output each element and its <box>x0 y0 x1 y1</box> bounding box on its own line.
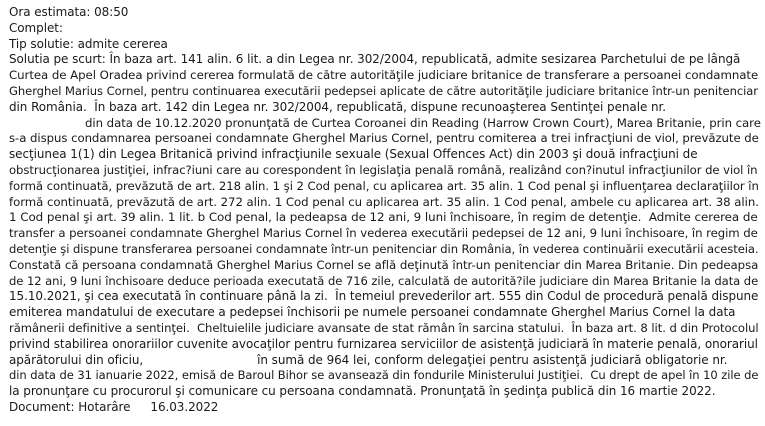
solution-line: Constată că persoana condamnată Gherghel Marius Cornel se află deţinută într-un penitenciar din Marea Britanie. Din pedeapsa <box>9 257 759 272</box>
document-date: 16.03.2022 <box>150 399 219 414</box>
solution-type: Tip solutie: admite cererea <box>9 36 168 51</box>
solution-line: la pronunţare cu procurorul şi comunicare cu persoana condamnată. Pronunţată în şedinţa publică din 16 martie 2022. <box>9 384 716 399</box>
solution-line: privind stabilirea onorariilor cuvenite avocaţilor pentru furnizarea serviciilor de asistenţă judiciară în materie penală, onorariul <box>9 336 758 351</box>
solution-line-indented <box>9 116 761 132</box>
solution-line: 15.10.2021, şi cea executată în continuare până la zi. În temeiul prevederilor art. 555 din Codul de procedură penală dispune <box>9 289 759 304</box>
document-label: Document: Hotarâre <box>9 399 131 414</box>
solution-line: rămânerii definitive a sentinţei. Cheltuielile judiciare avansate de stat rămân în sarcina statului. În baza art. 8 lit. d din Protocolul <box>9 320 759 335</box>
solution-line: obstrucţionarea justiţiei, infrac?iuni care au corespondent în legislaţia penală română, realizând con?inutul infracţiunilor de viol în <box>9 162 758 177</box>
solution-line-text: din data de 10.12.2020 pronunţată de Curtea Coroanei din Reading (Harrow Crown Court), Marea Britanie, prin care <box>85 115 761 130</box>
solution-line: 1 Cod penal şi art. 39 alin. 1 lit. b Cod penal, la pedeapsa de 12 ani, 9 luni închisoare, în regim de detenţie. Admite cererea de <box>9 210 758 225</box>
document-type-line <box>9 400 761 416</box>
solution-line: formă continuată, prevăzută de art. 272 alin. 1 Cod penal cu aplicarea art. 35 alin. 1 Cod penal, ambele cu aplicarea art. 38 alin. <box>9 194 759 209</box>
solution-line: Solutia pe scurt: În baza art. 141 alin. 6 lit. a din Legea nr. 302/2004, republicată, admite sesizarea Parchetului de pe lângă <box>9 52 741 67</box>
solution-line: s-a dispus condamnarea persoanei condamnate Gherghel Marius Cornel, pentru comiterea a trei infracţiuni de viol, prevăzute de <box>9 131 759 146</box>
solution-line: de 12 ani, 9 luni închisoare deduce perioada executată de 716 zile, calculată de autorită?ile judiciare din Marea Britanie la data de <box>9 273 759 288</box>
solution-line-text: apărătorului din oficiu, <box>9 352 144 367</box>
court-decision-text <box>9 5 761 416</box>
solution-line: emiterea mandatului de executare a pedepsei închisorii pe numele persoanei condamnate Gherghel Marius Cornel la data <box>9 305 736 320</box>
solution-line: formă continuată, prevăzută de art. 218 alin. 1 şi 2 Cod penal, cu aplicarea art. 35 alin. 1 Cod penal şi influenţarea declaraţiilor în <box>9 178 759 193</box>
solution-line: detenţie şi dispune transferarea persoanei condamnate într-un penitenciar din România, în vederea continuării executării acesteia. <box>9 241 759 256</box>
solution-line: din România. În baza art. 142 din Legea nr. 302/2004, republicată, dispune recunoaşterea Sentinţei penale nr. <box>9 99 667 114</box>
solution-line: Gherghel Marius Cornel, pentru continuarea executării pedepsei aplicate de către autorităţile judiciare britanice într-un penitenciar <box>9 83 758 98</box>
solution-line: transfer a persoanei condamnate Gherghel Marius Cornel în vederea executării pedepsei de 12 ani, 9 luni închisoare, în regim de <box>9 226 758 241</box>
estimated-time: Ora estimata: 08:50 <box>9 5 129 19</box>
solution-line-text: în sumă de 964 lei, conform delegaţiei pentru asistenţă judiciară obligatorie nr. <box>257 352 728 367</box>
panel: Complet: <box>9 20 63 35</box>
solution-line: secţiunea 1(1) din Legea Britanică privind infracţiunile sexuale (Sexual Offences Act) din 2003 şi două infracţiuni de <box>9 147 698 162</box>
solution-line: Curtea de Apel Oradea privind cererea formulată de către autorităţile judiciare britanice de transferare a persoanei condamnate <box>9 68 759 83</box>
solution-line-split <box>9 353 761 369</box>
solution-line: din data de 31 ianuarie 2022, emisă de Baroul Bihor se avansează din fondurile Ministerului Justiţiei. Cu drept de apel în 10 zile de <box>9 368 759 383</box>
